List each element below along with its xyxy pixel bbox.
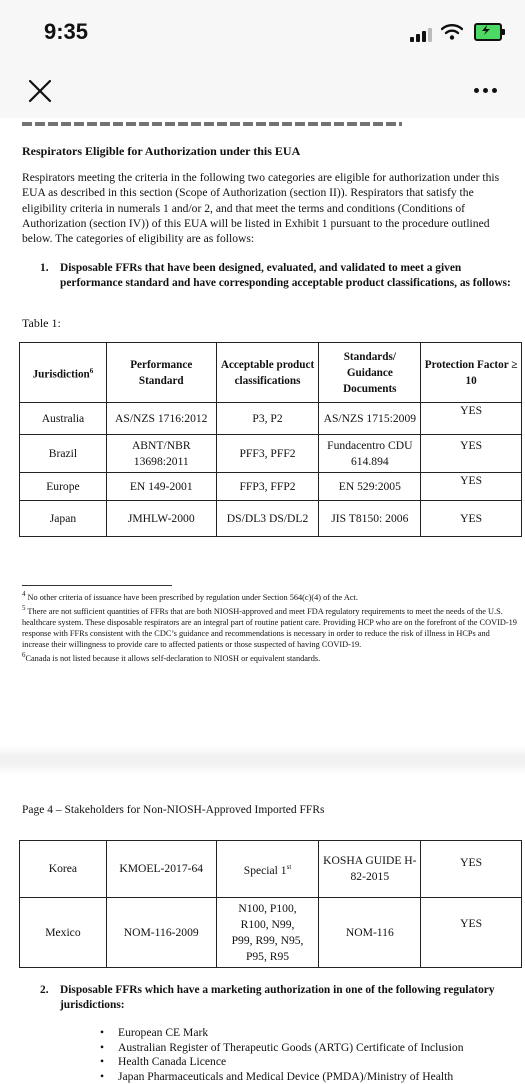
item-number: 1. (40, 261, 49, 276)
cell-jurisdiction: Mexico (20, 898, 107, 968)
table-row (20, 501, 522, 537)
cell-performance: JMHLW-2000 (106, 501, 216, 537)
item-text: Disposable FFRs that have been designed, evaluated, and validated to meet a given performance standard and have corresponding acceptable product classifications, as follows: (60, 261, 515, 290)
list-item: • Japan Pharmaceuticals and Medical Device (PMDA)/Ministry of Health (100, 1070, 464, 1084)
footnotes (22, 589, 518, 663)
cell-performance: EN 149-2001 (106, 473, 216, 501)
eligibility-item-1 (40, 261, 515, 290)
cell-performance: KMOEL-2017-64 (106, 841, 216, 898)
wifi-icon (441, 24, 463, 40)
cell-standards: NOM-116 (319, 898, 421, 968)
table-row (20, 473, 522, 501)
eligibility-table-continued (19, 840, 522, 968)
table-header-row (20, 343, 522, 403)
jurisdiction-list (100, 1026, 464, 1084)
list-item: • Health Canada Licence (100, 1055, 464, 1070)
cell-standards: AS/NZS 1715:2009 (319, 403, 421, 435)
cellular-signal-icon (410, 28, 432, 42)
intro-paragraph: Respirators meeting the criteria in the following two categories are eligible for authorization under this EUA as described in this section (Scope of Authorization (section II)). Respirators that satisfy the eligibility criteria in numerals 1 and/or 2, and that meet the terms and conditions (Conditions of Authorization (section IV)) of this EUA will be listed in Exhibit 1 pursuant to the procedure outlined below. The categories of eligibility are as follows: (22, 170, 518, 246)
header-protection-factor: Protection Factor ≥ 10 (421, 343, 522, 403)
footnote-4: $^4$ No other criteria of issuance have been prescribed by regulation under Section 564(c)(4) of the Act. (22, 589, 518, 603)
footnote-6: $^6$Canada is not listed because it allows self-declaration to NIOSH or equivalent standards. (22, 650, 518, 664)
list-item: • European CE Mark (100, 1026, 464, 1041)
page-break (0, 745, 525, 775)
cell-performance: NOM-116-2009 (106, 898, 216, 968)
item-number: 2. (40, 983, 49, 998)
viewer-toolbar (0, 62, 525, 118)
status-bar (0, 0, 525, 62)
cell-jurisdiction: Brazil (20, 435, 107, 473)
more-options-icon[interactable] (474, 88, 497, 93)
eligibility-table (19, 342, 522, 537)
cell-classifications: PFF3, PFF2 (216, 435, 319, 473)
cell-jurisdiction: Europe (20, 473, 107, 501)
footnote-5: $^5$ There are not sufficient quantities of FFRs that are both NIOSH-approved and meet FDA regulatory requirements to meet the needs of the U.S. healthcare system. These disposable respirators are an integral part of routine patient care. Providing HCP who are on the forefront of the COVID-19 response with FFRs consistent with the CDC’s guidance and recommendations is necessary in order to reduce the risk of illness in HCPs and increase their willingness to provide care to affected patients or those suspected of having COVID-19. (22, 603, 518, 650)
battery-charging-icon (474, 23, 502, 41)
cell-protection: YES (421, 403, 522, 435)
header-standards-guidance: Standards/ Guidance Documents (319, 343, 421, 403)
footnote-divider (22, 585, 172, 586)
cell-jurisdiction: Japan (20, 501, 107, 537)
cell-jurisdiction: Australia (20, 403, 107, 435)
cell-jurisdiction: Korea (20, 841, 107, 898)
cell-classifications: Special 1st (216, 841, 319, 898)
cell-classifications: N100, P100, R100, N99, P99, R99, N95, P95, R95 (216, 898, 319, 968)
cell-standards: KOSHA GUIDE H-82-2015 (319, 841, 421, 898)
cell-classifications: P3, P2 (216, 403, 319, 435)
cell-standards: EN 529:2005 (319, 473, 421, 501)
cell-protection: YES (421, 501, 522, 537)
cell-classifications: FFP3, FFP2 (216, 473, 319, 501)
table-row (20, 403, 522, 435)
status-time: 9:35 (44, 19, 88, 45)
cell-standards: JIS T8150: 2006 (319, 501, 421, 537)
cell-performance: ABNT/NBR 13698:2011 (106, 435, 216, 473)
cell-standards: Fundacentro CDU 614.894 (319, 435, 421, 473)
header-acceptable-classifications: Acceptable product classifications (216, 343, 319, 403)
cell-performance: AS/NZS 1716:2012 (106, 403, 216, 435)
page-header: Page 4 – Stakeholders for Non-NIOSH-Approved Imported FFRs (22, 804, 324, 816)
eligibility-item-2 (40, 983, 515, 1013)
cell-protection: YES (421, 435, 522, 473)
item-text: Disposable FFRs which have a marketing authorization in one of the following regulatory jurisdictions: (60, 983, 515, 1013)
cell-protection: YES (421, 473, 522, 501)
cell-protection: YES (421, 898, 522, 968)
table-row (20, 841, 522, 898)
cut-off-text-line (22, 122, 402, 126)
section-heading: Respirators Eligible for Authorization under this EUA (22, 144, 300, 159)
table-row (20, 898, 522, 968)
close-icon[interactable] (27, 78, 53, 104)
header-jurisdiction: Jurisdiction$^6$ (20, 343, 107, 403)
table-label: Table 1: (22, 316, 61, 331)
cell-protection: YES (421, 841, 522, 898)
list-item: • Australian Register of Therapeutic Goods (ARTG) Certificate of Inclusion (100, 1041, 464, 1056)
header-performance-standard: Performance Standard (106, 343, 216, 403)
cell-classifications: DS/DL3 DS/DL2 (216, 501, 319, 537)
table-row (20, 435, 522, 473)
